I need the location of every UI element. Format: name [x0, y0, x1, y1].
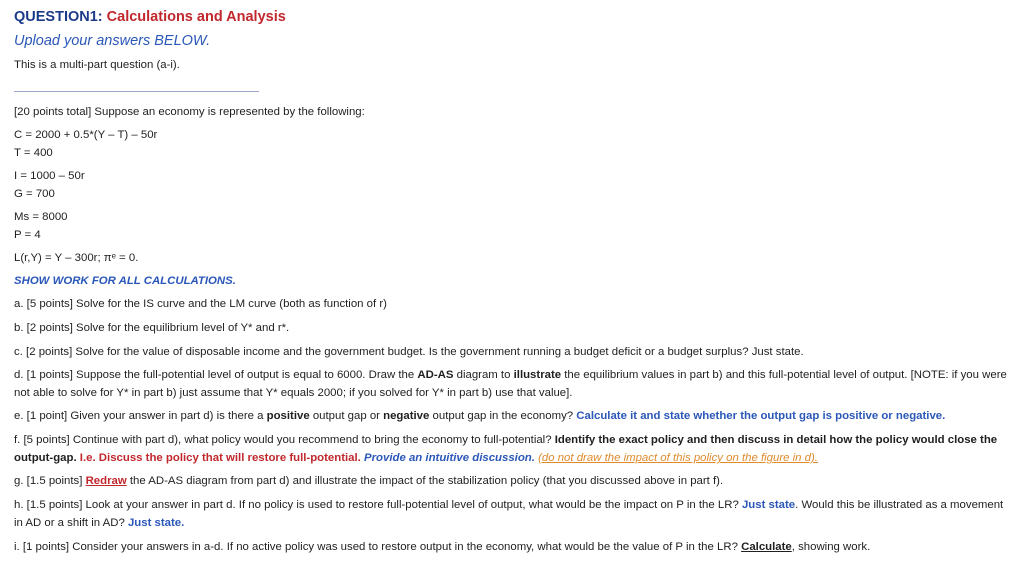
- part-e-text: e. [1 point] Given your answer in part d) is there a: [14, 410, 267, 422]
- part-e: [14, 410, 945, 422]
- part-d-text: d. [1 points] Suppose the full-potential level of output is equal to 6000. Draw the: [14, 369, 418, 381]
- question-number: QUESTION1:: [14, 9, 107, 25]
- equation-price-level: P = 4: [14, 229, 41, 241]
- part-h: [14, 496, 1014, 532]
- part-e-negative: negative: [383, 410, 430, 422]
- equation-consumption: C = 2000 + 0.5*(Y – T) – 50r: [14, 129, 158, 141]
- part-h-just-state-2: Just state.: [127, 517, 185, 529]
- equation-investment: I = 1000 – 50r: [14, 170, 85, 182]
- equation-money-demand: L(r,Y) = Y – 300r; πᵉ = 0.: [14, 252, 139, 264]
- part-c: c. [2 points] Solve for the value of disposable income and the government budget. Is the government running a budget deficit or a budget surplus? Just state.: [14, 346, 804, 358]
- setup-text: [20 points total] Suppose an economy is represented by the following:: [14, 106, 365, 118]
- part-g-redraw: Redraw: [85, 475, 127, 487]
- part-d: [14, 366, 1014, 402]
- equation-money-supply: Ms = 8000: [14, 211, 68, 223]
- part-e-calculate: Calculate it and state whether the output gap is positive or negative.: [576, 410, 946, 422]
- part-h-text: h. [1.5 points] Look at your answer in part d. If no policy is used to restore full-potential level of output, what would be the impact on P in the LR?: [14, 499, 742, 511]
- upload-instruction: Upload your answers BELOW.: [14, 33, 211, 49]
- part-f-identify: Identify the exact policy and then discuss in detail how the policy would close the output-gap.: [14, 434, 998, 464]
- part-e-text-3: output gap in the economy?: [429, 410, 577, 422]
- part-g-text: g. [1.5 points]: [14, 475, 86, 487]
- part-d-illustrate: illustrate: [513, 369, 562, 381]
- part-g-text-2: the AD-AS diagram from part d) and illustrate the impact of the stabilization policy (that you discussed above in part f).: [126, 475, 724, 487]
- part-f-intuitive: Provide an intuitive discussion.: [360, 452, 535, 464]
- part-g: [14, 475, 723, 487]
- part-d-text-2: diagram to: [453, 369, 514, 381]
- part-i: [14, 541, 870, 553]
- part-e-positive: positive: [266, 410, 310, 422]
- part-f: [14, 431, 1014, 467]
- part-i-text-2: , showing work.: [791, 541, 871, 553]
- part-f-note: (do not draw the impact of this policy on the figure in d).: [538, 452, 818, 464]
- part-f-text: f. [5 points] Continue with part d), what policy would you recommend to bring the economy to full-potential?: [14, 434, 555, 446]
- part-a: a. [5 points] Solve for the IS curve and the LM curve (both as function of r): [14, 298, 387, 310]
- part-h-text-2: . Would this be illustrated as a movement in AD or a shift in AD?: [14, 499, 1004, 529]
- part-i-calculate: Calculate: [741, 541, 792, 553]
- equation-government: G = 700: [14, 188, 55, 200]
- part-d-adas: AD-AS: [417, 369, 454, 381]
- part-f-restore: I.e. Discuss the policy that will restore full-potential.: [76, 452, 361, 464]
- part-i-text: i. [1 points] Consider your answers in a-d. If no active policy was used to restore output in the economy, what would be the value of P in the LR?: [14, 541, 742, 553]
- part-d-text-3: the equilibrium values in part b) and this full-potential level of output. [NOTE: if you were not able to solve for Y* in part b) just assume that Y* equals 2000; if you solved for Y* in part b) use that value].: [14, 369, 1007, 399]
- show-work-note: SHOW WORK FOR ALL CALCULATIONS.: [14, 275, 236, 287]
- question-topic: Calculations and Analysis: [106, 9, 286, 25]
- divider: [14, 91, 259, 92]
- equation-taxes: T = 400: [14, 147, 53, 159]
- intro-text: This is a multi-part question (a-i).: [14, 59, 180, 71]
- part-h-just-state: Just state: [741, 499, 796, 511]
- question-title: [14, 9, 286, 25]
- part-e-text-2: output gap or: [309, 410, 384, 422]
- part-b: b. [2 points] Solve for the equilibrium level of Y* and r*.: [14, 322, 290, 334]
